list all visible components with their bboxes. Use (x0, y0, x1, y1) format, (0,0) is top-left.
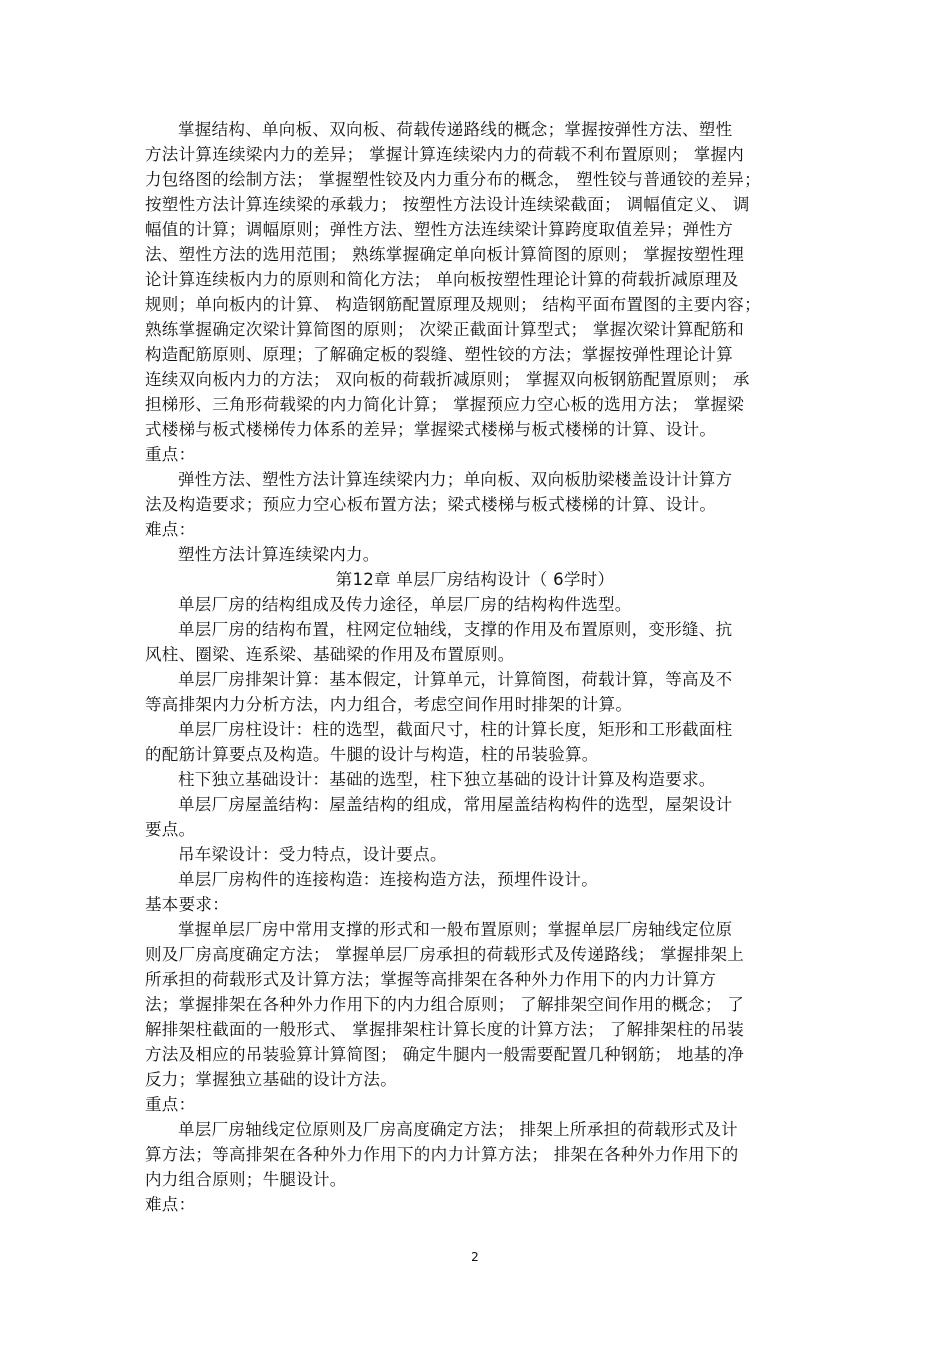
section-heading-basic-requirements: 基本要求： (145, 895, 229, 914)
text-line: 单层厂房的结构布置，柱网定位轴线，支撑的作用及布置原则，变形缝、抗 (178, 620, 733, 639)
text-line: 所承担的荷载形式及计算方法；掌握等高排架在各种外力作用下的内力计算方 (145, 970, 717, 989)
section-heading-difficulties: 难点： (145, 1195, 196, 1214)
text-line: 单层厂房排架计算：基本假定，计算单元，计算简图，荷载计算，等高及不 (178, 670, 733, 689)
text-line: 单层厂房轴线定位原则及厂房高度确定方法； 排架上所承担的荷载形式及计 (178, 1120, 738, 1139)
text-line: 掌握单层厂房中常用支撑的形式和一般布置原则；掌握单层厂房轴线定位原 (178, 920, 733, 939)
text-line: 内力组合原则；牛腿设计。 (145, 1170, 347, 1189)
text-line: 按塑性方法计算连续梁的承载力； 按塑性方法设计连续梁截面； 调幅值定义、 调 (145, 195, 750, 214)
text-line: 式楼梯与板式楼梯传力体系的差异；掌握梁式楼梯与板式楼梯的计算、设计。 (145, 420, 717, 439)
page-number: 2 (471, 1250, 479, 1264)
text-line: 单层厂房柱设计：柱的选型，截面尺寸，柱的计算长度，矩形和工形截面柱 (178, 720, 733, 739)
text-line: 力包络图的绘制方法； 掌握塑性铰及内力重分布的概念， 塑性铰与普通铰的差异； (145, 170, 761, 189)
text-line: 担梯形、三角形荷载梁的内力简化计算； 掌握预应力空心板的选用方法； 掌握梁 (145, 395, 745, 414)
text-line: 法、塑性方法的选用范围； 熟练掌握确定单向板计算简图的原则； 掌握按塑性理 (145, 245, 745, 264)
text-line: 单层厂房的结构组成及传力途径，单层厂房的结构构件选型。 (178, 595, 632, 614)
text-line: 单层厂房屋盖结构：屋盖结构的组成，常用屋盖结构构件的选型，屋架设计 (178, 795, 733, 814)
text-line: 等高排架内力分析方法，内力组合，考虑空间作用时排架的计算。 (145, 695, 633, 714)
chapter-title: 第12章 单层厂房结构设计（ 6学时） (335, 570, 615, 589)
text-line: 论计算连续板内力的原则和简化方法； 单向板按塑性理论计算的荷载折减原理及 (145, 270, 739, 289)
text-line: 则及厂房高度确定方法； 掌握单层厂房承担的荷载形式及传递路线； 掌握排架上 (145, 945, 745, 964)
text-line: 风柱、圈梁、连系梁、基础梁的作用及布置原则。 (145, 645, 515, 664)
text-line: 构造配筋原则、原理；了解确定板的裂缝、塑性铰的方法；掌握按弹性理论计算 (145, 345, 733, 364)
text-line: 熟练掌握确定次梁计算简图的原则； 次梁正截面计算型式； 掌握次梁计算配筋和 (145, 320, 745, 339)
text-line: 幅值的计算；调幅原则；弹性方法、塑性方法连续梁计算跨度取值差异；弹性方 (145, 220, 733, 239)
text-line: 要点。 (145, 820, 196, 839)
text-line: 解排架柱截面的一般形式、 掌握排架柱计算长度的计算方法； 了解排架柱的吊装 (145, 1020, 745, 1039)
text-line: 吊车梁设计：受力特点，设计要点。 (178, 845, 447, 864)
text-line: 方法计算连续梁内力的差异； 掌握计算连续梁内力的荷载不利布置原则； 掌握内 (145, 145, 745, 164)
text-line: 弹性方法、塑性方法计算连续梁内力；单向板、双向板肋梁楼盖设计计算方 (178, 470, 733, 489)
text-line: 柱下独立基础设计：基础的选型，柱下独立基础的设计计算及构造要求。 (178, 770, 716, 789)
text-line: 算方法；等高排架在各种外力作用下的内力计算方法； 排架在各种外力作用下的 (145, 1145, 739, 1164)
section-heading-key-points: 重点： (145, 445, 196, 464)
text-line: 连续双向板内力的方法； 双向板的荷载折减原则； 掌握双向板钢筋配置原则； 承 (145, 370, 750, 389)
section-heading-key-points: 重点： (145, 1095, 196, 1114)
text-line: 塑性方法计算连续梁内力。 (178, 545, 380, 564)
text-line: 的配筋计算要点及构造。牛腿的设计与构造，柱的吊装验算。 (145, 745, 599, 764)
text-line: 单层厂房构件的连接构造：连接构造方法，预埋件设计。 (178, 870, 598, 889)
text-line: 掌握结构、单向板、双向板、荷载传递路线的概念；掌握按弹性方法、塑性 (178, 120, 733, 139)
text-line: 规则；单向板内的计算、 构造钢筋配置原理及规则； 结构平面布置图的主要内容； (145, 295, 761, 314)
section-heading-difficulties: 难点： (145, 520, 196, 539)
text-line: 法及构造要求；预应力空心板布置方法；梁式楼梯与板式楼梯的计算、设计。 (145, 495, 717, 514)
text-line: 法；掌握排架在各种外力作用下的内力组合原则； 了解排架空间作用的概念； 了 (145, 995, 745, 1014)
text-line: 方法及相应的吊装验算计算简图； 确定牛腿内一般需要配置几种钢筋； 地基的净 (145, 1045, 745, 1064)
text-line: 反力；掌握独立基础的设计方法。 (145, 1070, 397, 1089)
